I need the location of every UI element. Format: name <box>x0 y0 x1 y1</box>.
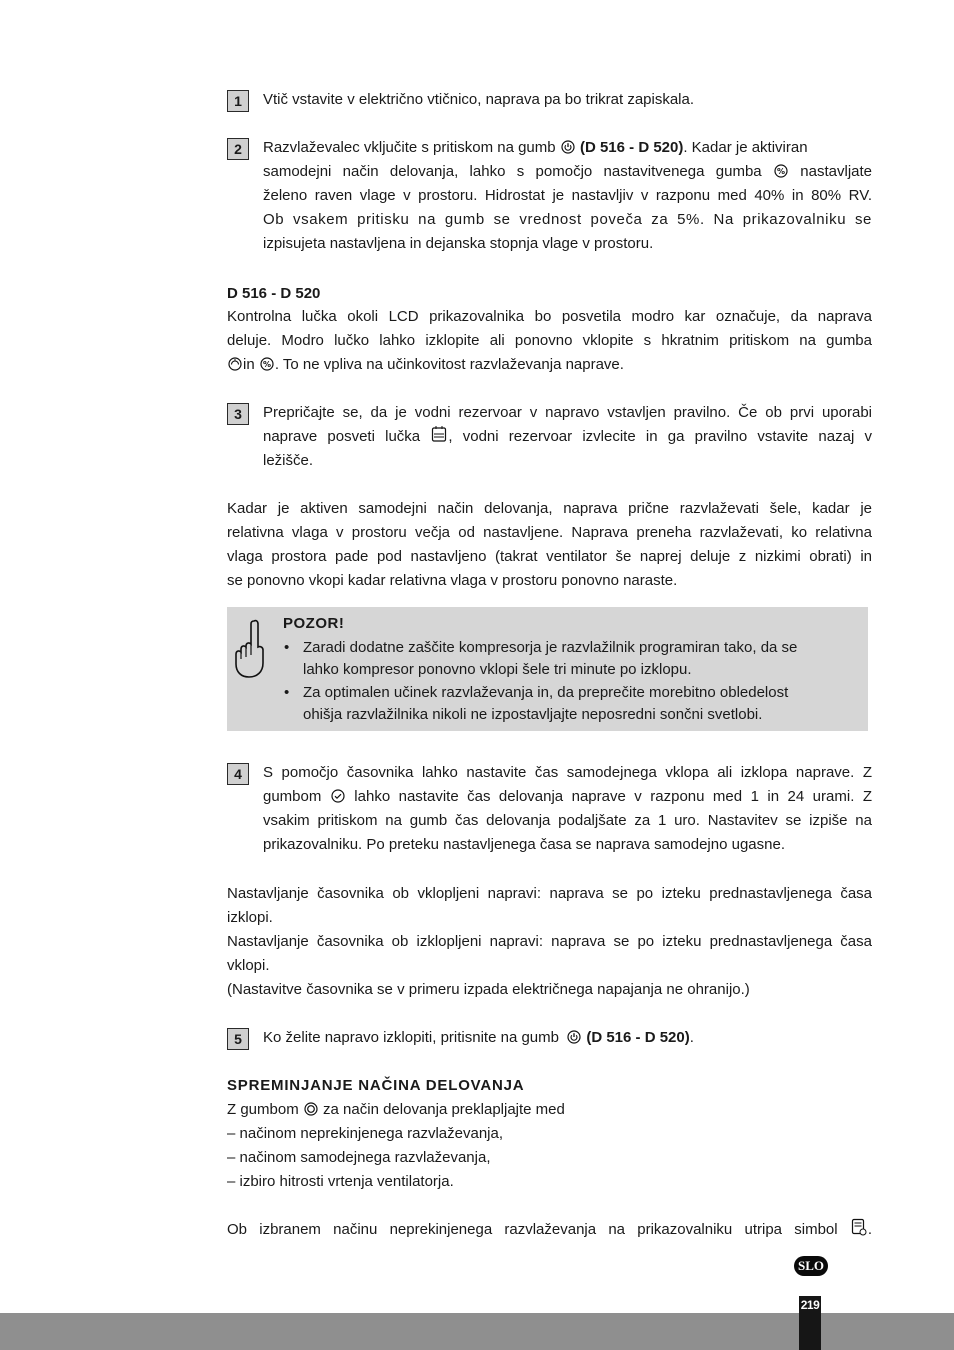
step5-text: Ko želite napravo izklopiti, pritisnite na gumb <box>263 1029 559 1046</box>
svg-text:%: % <box>776 167 785 176</box>
step3-line2 <box>263 425 872 449</box>
mode-line5-text: Ob izbranem načinu neprekinjenega razvlaževanja na prikazovalniku utripa simbol <box>227 1221 838 1238</box>
d516-line3-end: . To ne vpliva na učinkovitost razvlaževanja naprave. <box>274 356 624 373</box>
step4-line1: S pomočjo časovnika lahko nastavite čas samodejnega vklopa ali izklopa naprave. Z <box>263 764 872 781</box>
power-icon <box>561 138 575 162</box>
warning-title: POZOR! <box>283 615 345 632</box>
humidity-percent-icon <box>260 355 274 379</box>
light-icon <box>228 355 242 379</box>
page-number: 219 <box>800 1298 820 1312</box>
step-number-3: 3 <box>227 403 249 425</box>
step4-line3: vsakim pritiskom na gumb čas delovanja podaljšate za 1 uro. Nastavitev se izpiše na <box>263 812 872 829</box>
warning-b2-line2: ohišja razvlažilnika nikoli ne izpostavljajte neposredni sončni svetlobi. <box>303 706 763 723</box>
d516-line1: Kontrolna lučka okoli LCD prikazovalnika bo posvetila modro kar označuje, da naprava <box>227 308 872 325</box>
step2-line2 <box>263 160 872 184</box>
warning-bullet-2: • <box>284 684 290 701</box>
step2-line1-text: Razvlaževalec vključite s pritiskom na gumb <box>263 139 556 156</box>
humidity-percent-icon <box>774 162 788 186</box>
model-range: (D 516 - D 520) <box>579 139 684 156</box>
step5-model-range: (D 516 - D 520) <box>586 1029 690 1046</box>
mode-line2: – načinom neprekinjenega razvlaževanja, <box>227 1125 504 1142</box>
step1-text: Vtič vstavite v električno vtičnico, naprava pa bo trikrat zapiskala. <box>263 91 695 108</box>
d516-line3-in: in <box>243 356 255 373</box>
mode-line1-end: za način delovanja preklapljajte med <box>323 1101 565 1118</box>
mode-line5-end: . <box>867 1221 873 1238</box>
mode-icon <box>304 1100 318 1124</box>
timer-line3: Nastavljanje časovnika ob izklopljeni napravi: naprava se po izteku prednastavljenega časa <box>227 933 872 950</box>
mode-line5 <box>227 1218 872 1242</box>
step-number-1: 1 <box>227 90 249 112</box>
step2-line1-end: . Kadar je aktiviran <box>683 139 808 156</box>
tank-full-icon <box>431 425 447 451</box>
warning-b1-line2: lahko kompresor ponovno vklopi šele tri minute po izklopu. <box>303 661 692 678</box>
mode-heading: SPREMINJANJE NAČINA DELOVANJA <box>227 1077 525 1094</box>
step2-line2-end: nastavljate <box>800 163 873 180</box>
auto-line4: se ponovno vkopi kadar relativna vlaga v prostoru ponovno naraste. <box>227 572 678 589</box>
step2-line3: želeno raven vlage v prostoru. Hidrostat je nastavljiv v razponu med 40% in 80% RV. <box>263 187 872 204</box>
timer-icon <box>331 787 345 811</box>
step3-line3: ležišče. <box>263 452 314 469</box>
timer-line4: vklopi. <box>227 957 270 974</box>
step2-line4: Ob vsakem pritisku na gumb se vrednost poveča za 5%. Na prikazovalniku se <box>263 211 872 228</box>
auto-line3: vlaga prostora pade pod nastavljeno (takrat ventilator še naprej deluje z nizkimi obrati) in <box>227 548 872 565</box>
timer-line1: Nastavljanje časovnika ob vklopljeni napravi: naprava se po izteku prednastavljenega časa <box>227 885 872 902</box>
warning-b1-line1: Zaradi dodatne zaščite kompresorja je razvlažilnik programiran tako, da se <box>303 639 798 656</box>
step5-line <box>263 1026 694 1050</box>
step2-line1 <box>263 136 872 160</box>
mode-line4: – izbiro hitrosti vrtenja ventilatorja. <box>227 1173 454 1190</box>
step-number-4: 4 <box>227 763 249 785</box>
step3-line1: Prepričajte se, da je vodni rezervoar v napravo vstavljen pravilno. Če ob prvi uporabi <box>263 404 872 421</box>
warning-b2-line1: Za optimalen učinek razvlaževanja in, da preprečite morebitno obledelost <box>303 684 789 701</box>
mode-line1-text: Z gumbom <box>227 1101 299 1118</box>
step2-line5: izpisujeta nastavljena in dejanska stopnja vlage v prostoru. <box>263 235 654 252</box>
mode-line1 <box>227 1098 565 1122</box>
d516-line2: deluje. Modro lučko lahko izklopite ali ponovno vklopite s hkratnim pritiskom na gumba <box>227 332 872 349</box>
step4-line2-end: lahko nastavite čas delovanja naprave v razponu med 1 in 24 urami. Z <box>354 788 872 805</box>
step-number-5: 5 <box>227 1028 249 1050</box>
pointing-hand-icon <box>232 617 268 685</box>
mode-line3: – načinom samodejnega razvlaževanja, <box>227 1149 491 1166</box>
step-number-2: 2 <box>227 138 249 160</box>
language-badge: SLO <box>794 1256 828 1276</box>
step4-line4: prikazovalniku. Po preteku nastavljenega časa se naprava samodejno ugasne. <box>263 836 785 853</box>
step3-line2-end: , vodni rezervoar izvlecite in ga pravilno vstavite nazaj v <box>448 428 872 445</box>
svg-text:%: % <box>262 360 271 369</box>
step4-line2 <box>263 785 872 809</box>
step5-end: . <box>689 1029 694 1046</box>
power-icon <box>567 1028 581 1052</box>
d516-line3 <box>227 353 624 377</box>
step3-line2-text: naprave posveti lučka <box>263 428 421 445</box>
auto-line2: relativna vlaga v prostoru večja od nastavljene. Naprava preneha razvlaževati, ko relativna <box>227 524 872 541</box>
step2-line2-text: samodejni način delovanja, lahko s pomočjo nastavitvenega gumba <box>263 163 762 180</box>
timer-line5: (Nastavitve časovnika se v primeru izpada električnega napajanja ne ohranijo.) <box>227 981 750 998</box>
step4-line2-text: gumbom <box>263 788 322 805</box>
warning-bullet-1: • <box>284 639 290 656</box>
d516-heading: D 516 - D 520 <box>227 285 321 302</box>
auto-line1: Kadar je aktiven samodejni način delovanja, naprava prične razvlaževati šele, kadar je <box>227 500 872 517</box>
continuous-icon <box>851 1218 867 1244</box>
timer-line2: izklopi. <box>227 909 273 926</box>
